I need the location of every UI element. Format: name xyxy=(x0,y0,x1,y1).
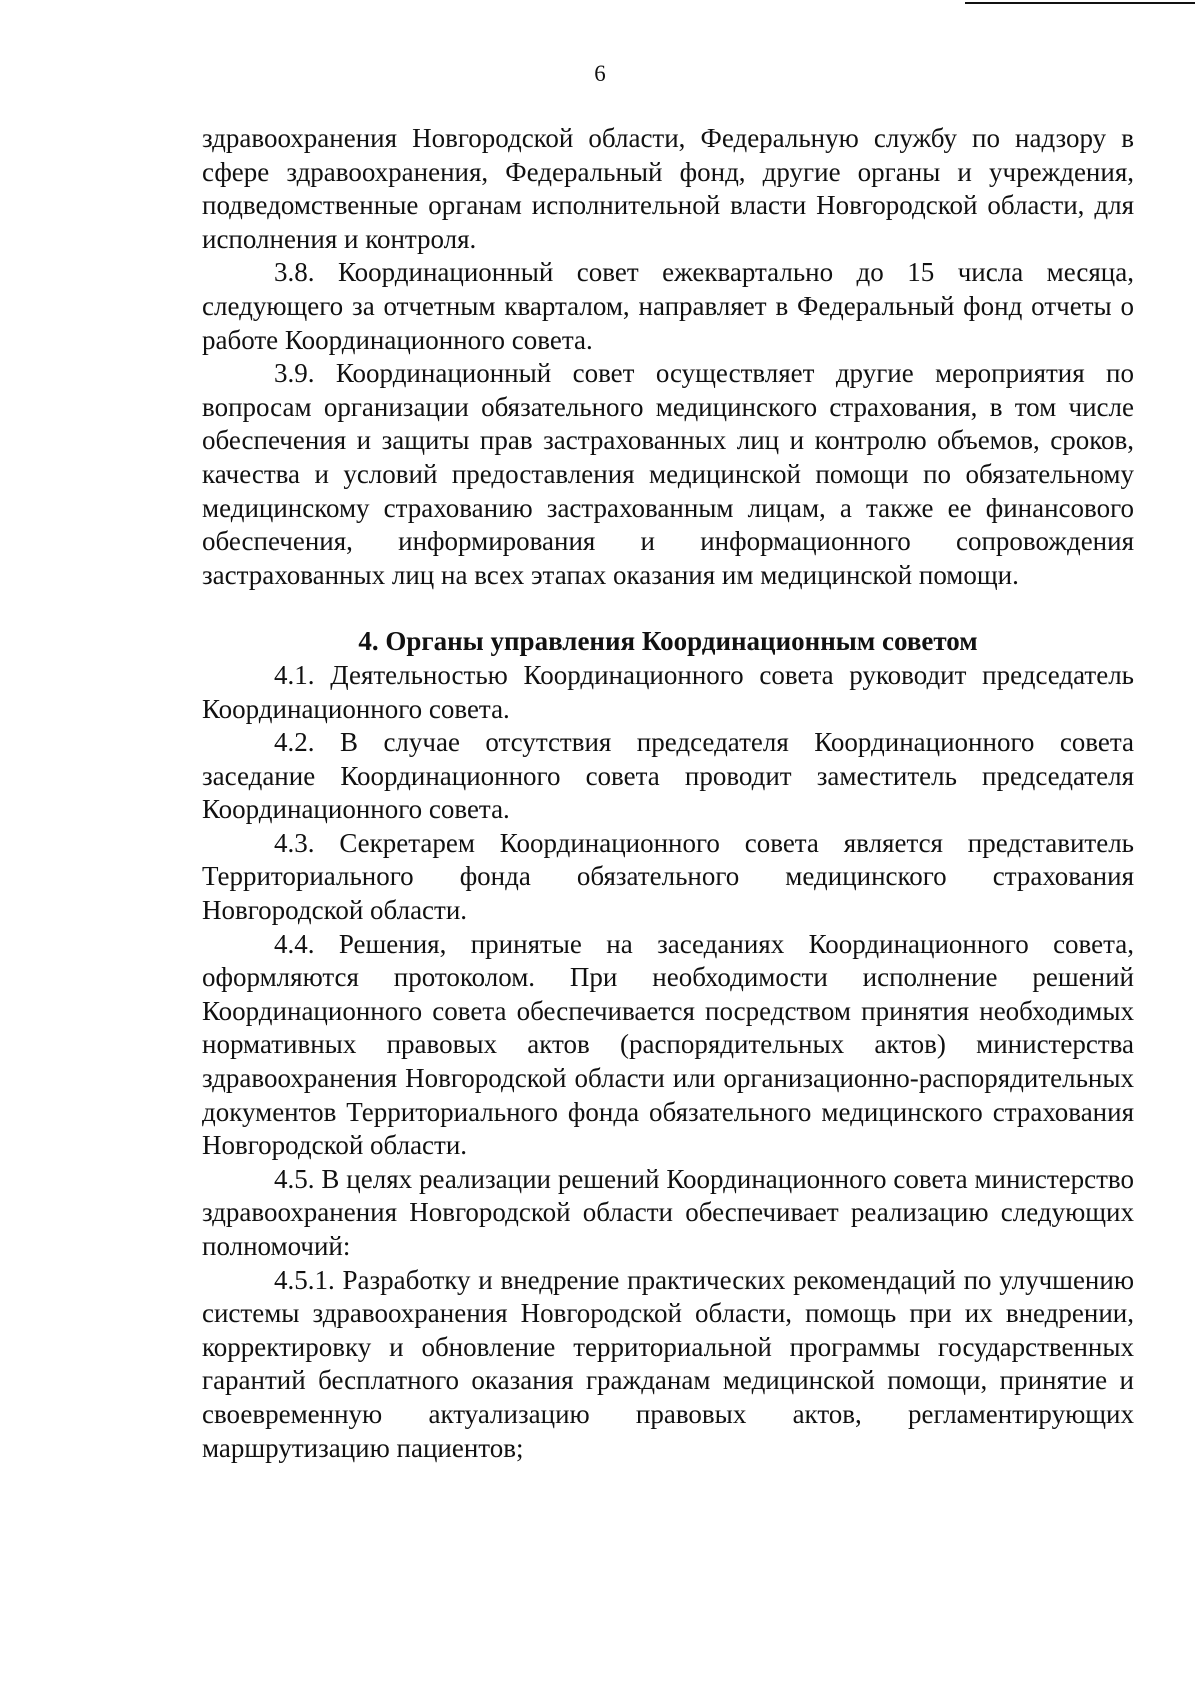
paragraph-3-8: 3.8. Координационный совет ежеквартально до 15 числа месяца, следующего за отчетным кварталом, направляет в Федеральный фонд отчеты о работе Координационного совета. xyxy=(202,257,1134,355)
top-edge-rule xyxy=(965,2,1195,4)
paragraph-4-4: 4.4. Решения, принятые на заседаниях Координационного совета, оформляются протоколом. При необходимости исполнение решений Координационного совета обеспечивается посредством принятия необходимых нормативных правовых актов (распорядительных актов) министерства здравоохранения Новгородской области или организационно-распорядительных документов Территориального фонда обязательного медицинского страхования Новгородской области. xyxy=(202,928,1134,1161)
paragraph-4-5-1: 4.5.1. Разработку и внедрение практических рекомендаций по улучшению системы здравоохранения Новгородской области, помощь при их внедрении, корректировку и обновление территориальной программы государственных гарантий бесплатного оказания гражданам медицинской помощи, принятие и своевременную актуализацию правовых актов, регламентирующих маршрутизацию пациентов; xyxy=(202,1264,1134,1463)
paragraph-4-5: 4.5. В целях реализации решений Координационного совета министерство здравоохранения Новгородской области обеспечивает реализацию следующих полномочий: xyxy=(202,1163,1134,1261)
paragraph-3-9: 3.9. Координационный совет осуществляет другие мероприятия по вопросам организации обязательного медицинского страхования, в том числе обеспечения и защиты прав застрахованных лиц и контролю объемов, сроков, качества и условий предоставления медицинской помощи по обязательному медицинскому страхованию застрахованным лицам, а также ее финансового обеспечения, информирования и информационного сопровождения застрахованных лиц на всех этапах оказания им медицинской помощи. xyxy=(202,358,1134,590)
paragraph-4-3: 4.3. Секретарем Координационного совета является представитель Территориального фонда обязательного медицинского страхования Новгородской области. xyxy=(202,827,1134,926)
paragraph-continuation: здравоохранения Новгородской области, Федеральную службу по надзору в сфере здравоохранения, Федеральный фонд, другие органы и учреждения, подведомственные органам исполнительной власти Новгородской области, для исполнения и контроля. xyxy=(202,123,1134,254)
document-body xyxy=(202,122,1134,1465)
paragraph-4-2: 4.2. В случае отсутствия председателя Координационного совета заседание Координационного совета проводит заместитель председателя Координационного совета. xyxy=(202,727,1134,825)
page-number: 6 xyxy=(594,61,606,86)
section-4-heading: 4. Органы управления Координационным советом xyxy=(358,626,978,657)
paragraph-4-1: 4.1. Деятельностью Координационного совета руководит председатель Координационного совета. xyxy=(202,659,1134,724)
